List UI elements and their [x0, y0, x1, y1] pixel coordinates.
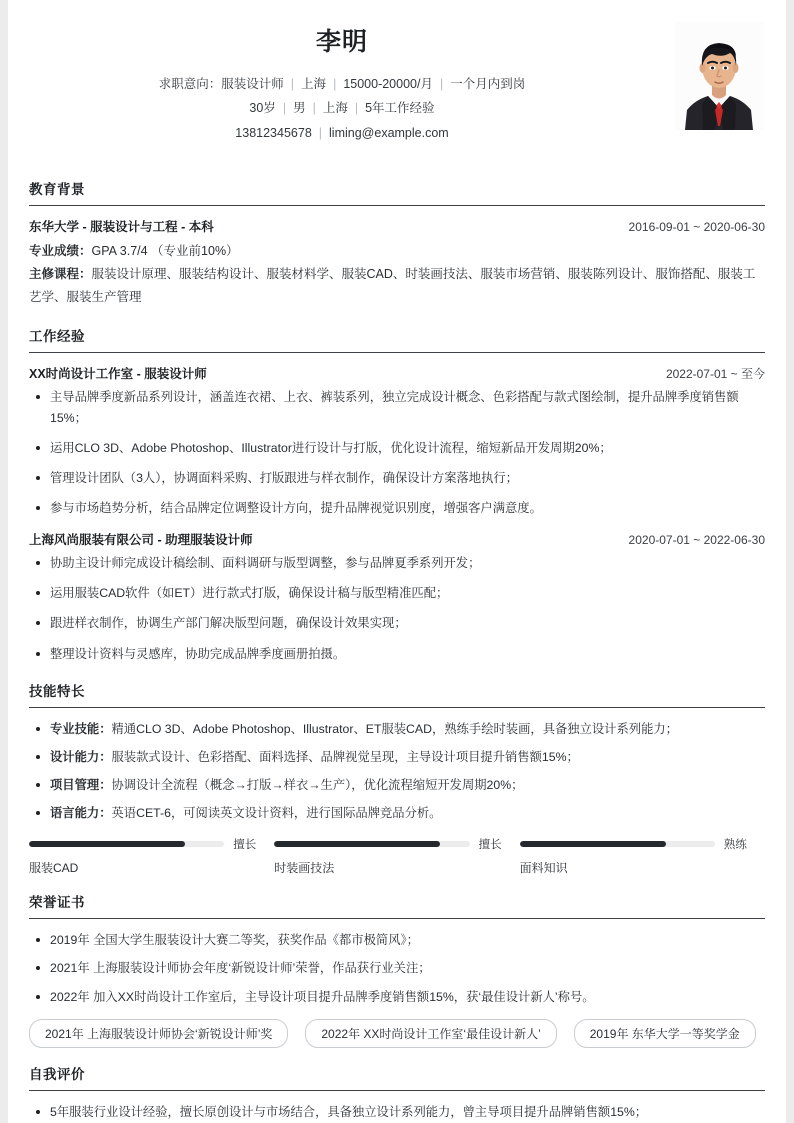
list-item: 管理设计团队（3人），协调面料采购、打版跟进与样衣制作，确保设计方案落地执行； — [29, 468, 765, 489]
list-item: 5年服装行业设计经验，擅长原创设计与市场结合，具备独立设计系列能力，曾主导项目提升品牌销售额15%； — [29, 1102, 765, 1123]
section-title-skills: 技能特长 — [29, 683, 85, 699]
skill-progress-fill — [274, 841, 440, 847]
self-evaluation-bullet-list — [29, 1102, 765, 1123]
contact-line — [29, 121, 765, 145]
separator-icon: | — [333, 77, 337, 91]
skill-level-label: 熟练 — [723, 839, 747, 852]
skill-label: 设计能力： — [50, 749, 112, 764]
skill-label: 项目管理： — [50, 778, 112, 793]
work-date: 2020-07-01 ~ 2022-06-30 — [628, 533, 765, 548]
list-item — [29, 803, 765, 824]
skill-name-label: 时装画技法 — [274, 861, 335, 876]
section-self-evaluation — [29, 1063, 765, 1123]
status-badge[interactable]: 2019年 东华大学一等奖学金 — [574, 1019, 756, 1048]
education-gpa-value: GPA 3.7/4 （专业前10%） — [91, 244, 239, 259]
resume-header — [29, 0, 765, 163]
section-divider — [29, 1090, 765, 1091]
list-item: 跟进样衣制作，协调生产部门解决版型问题，确保设计效果实现； — [29, 613, 765, 634]
separator-icon: | — [318, 125, 323, 140]
objective-label: 求职意向： — [158, 77, 222, 91]
skill-bar-row — [274, 836, 501, 852]
skill-progress-track — [520, 841, 715, 847]
section-divider — [29, 352, 765, 353]
skill-progress-fill — [29, 841, 185, 847]
skill-progress-track — [29, 841, 224, 847]
work-bullet-list — [29, 387, 765, 520]
list-item: 整理设计资料与灵感库，协助完成品牌季度画册拍摄。 — [29, 644, 765, 665]
education-courses-label: 主修课程： — [29, 267, 92, 282]
skill-bar-group — [29, 836, 765, 876]
status-badge[interactable]: 2022年 XX时尚设计工作室‘最佳设计新人’ — [305, 1019, 556, 1048]
skill-bar-item — [520, 836, 765, 876]
avatar — [675, 22, 763, 130]
skill-bar-row — [29, 836, 256, 852]
list-item: 运用CLO 3D、Adobe Photoshop、Illustrator进行设计与打版，优化设计流程，缩短新品开发周期20%； — [29, 438, 765, 459]
list-item — [29, 719, 765, 740]
skill-bar-item — [274, 836, 519, 876]
skill-bar-row — [520, 836, 747, 852]
personal-age: 30岁 — [249, 101, 276, 116]
status-badge[interactable]: 2021年 上海服装设计师协会‘新锐设计师’奖 — [29, 1019, 288, 1048]
honor-tag-group — [29, 1019, 765, 1048]
skill-text: 英语CET-6，可阅读英文设计资料，进行国际品牌竞品分析。 — [111, 806, 442, 821]
education-courses-value: 服装设计原理、服装结构设计、服装材料学、服装CAD、时装画技法、服装市场营销、服装陈列设计、服饰搭配、服装工艺学、服装生产管理 — [29, 267, 756, 305]
list-item — [29, 747, 765, 768]
page-title: 李明 — [315, 28, 368, 56]
education-gpa-row — [29, 240, 765, 263]
separator-icon: | — [312, 101, 316, 116]
skill-bar-item — [29, 836, 274, 876]
objective-city: 上海 — [301, 77, 327, 91]
personal-line — [29, 96, 765, 120]
skill-level-label: 擅长 — [478, 839, 502, 852]
list-item: 2021年 上海服装设计师协会年度‘新锐设计师’荣誉，作品获行业关注； — [29, 958, 765, 979]
separator-icon: | — [354, 101, 359, 116]
work-company: XX时尚设计工作室 - 服装设计师 — [29, 366, 207, 381]
personal-gender: 男 — [293, 101, 306, 116]
work-bullet-list — [29, 553, 765, 665]
personal-city: 上海 — [322, 101, 348, 116]
section-title-work: 工作经验 — [29, 328, 85, 344]
work-company: 上海风尚服装有限公司 - 助理服装设计师 — [29, 533, 253, 548]
list-item: 运用服装CAD软件（如ET）进行款式打版，确保设计稿与版型精准匹配； — [29, 583, 765, 604]
separator-icon: | — [290, 77, 295, 91]
skill-name-label: 面料知识 — [519, 861, 568, 876]
list-item: 2019年 全国大学生服装设计大赛二等奖，获奖作品《都市极简风》； — [29, 930, 765, 951]
section-title-self-evaluation: 自我评价 — [29, 1066, 85, 1082]
contact-phone[interactable]: 13812345678 — [235, 125, 312, 140]
section-divider — [29, 205, 765, 206]
honors-bullet-list — [29, 930, 765, 1007]
list-item: 协助主设计师完成设计稿绘制、面料调研与版型调整，参与品牌夏季系列开发； — [29, 553, 765, 574]
personal-experience: 5年工作经验 — [365, 101, 435, 116]
education-gpa-label: 专业成绩： — [29, 244, 92, 259]
section-honors — [29, 891, 765, 1047]
contact-email[interactable]: liming@example.com — [329, 125, 449, 140]
skill-text: 精通CLO 3D、Adobe Photoshop、Illustrator、ET服装CAD，熟练手绘时装画，具备独立设计系列能力； — [111, 721, 678, 736]
education-entry — [29, 217, 765, 309]
skill-progress-track — [274, 841, 469, 847]
work-date: 2022-07-01 ~ 至今 — [665, 366, 765, 381]
separator-icon: | — [439, 77, 444, 91]
skills-bullet-list — [29, 719, 765, 825]
work-entry — [29, 364, 765, 520]
section-education — [29, 178, 765, 309]
skill-text: 协调设计全流程（概念→打版→样衣→生产），优化流程缩短开发周期20%； — [111, 778, 524, 793]
objective-availability: 一个月内到岗 — [450, 77, 526, 91]
section-skills — [29, 680, 765, 877]
section-work — [29, 325, 765, 665]
list-item: 参与市场趋势分析，结合品牌定位调整设计方向，提升品牌视觉识别度，增强客户满意度。 — [29, 498, 765, 519]
section-title-education: 教育背景 — [29, 182, 85, 198]
objective-line — [29, 72, 765, 96]
separator-icon: | — [282, 101, 287, 116]
education-school: 东华大学 - 服装设计与工程 - 本科 — [29, 220, 214, 235]
section-divider — [29, 918, 765, 919]
skill-label: 语言能力： — [50, 806, 112, 821]
work-entry — [29, 530, 765, 665]
education-date: 2016-09-01 ~ 2020-06-30 — [628, 220, 765, 235]
skill-label: 专业技能： — [50, 721, 112, 736]
objective-salary: 15000-20000/月 — [343, 77, 433, 91]
skill-progress-fill — [520, 841, 666, 847]
education-courses-row — [29, 263, 765, 309]
skill-level-label: 擅长 — [233, 839, 257, 852]
section-title-honors: 荣誉证书 — [29, 895, 85, 911]
skill-name-label: 服装CAD — [29, 861, 79, 876]
section-divider — [29, 707, 765, 708]
list-item — [29, 775, 765, 796]
work-entry-head — [29, 530, 765, 548]
objective-position: 服装设计师 — [221, 77, 284, 91]
education-entry-head — [29, 217, 765, 235]
work-entry-head — [29, 364, 765, 382]
list-item: 2022年 加入XX时尚设计工作室后，主导设计项目提升品牌季度销售额15%，获‘最佳设计新人’称号。 — [29, 987, 765, 1008]
skill-text: 服装款式设计、色彩搭配、面料选择、品牌视觉呈现，主导设计项目提升销售额15%； — [111, 749, 579, 764]
list-item: 主导品牌季度新品系列设计，涵盖连衣裙、上衣、裤装系列，独立完成设计概念、色彩搭配与款式图绘制，提升品牌季度销售额15%； — [29, 387, 765, 429]
